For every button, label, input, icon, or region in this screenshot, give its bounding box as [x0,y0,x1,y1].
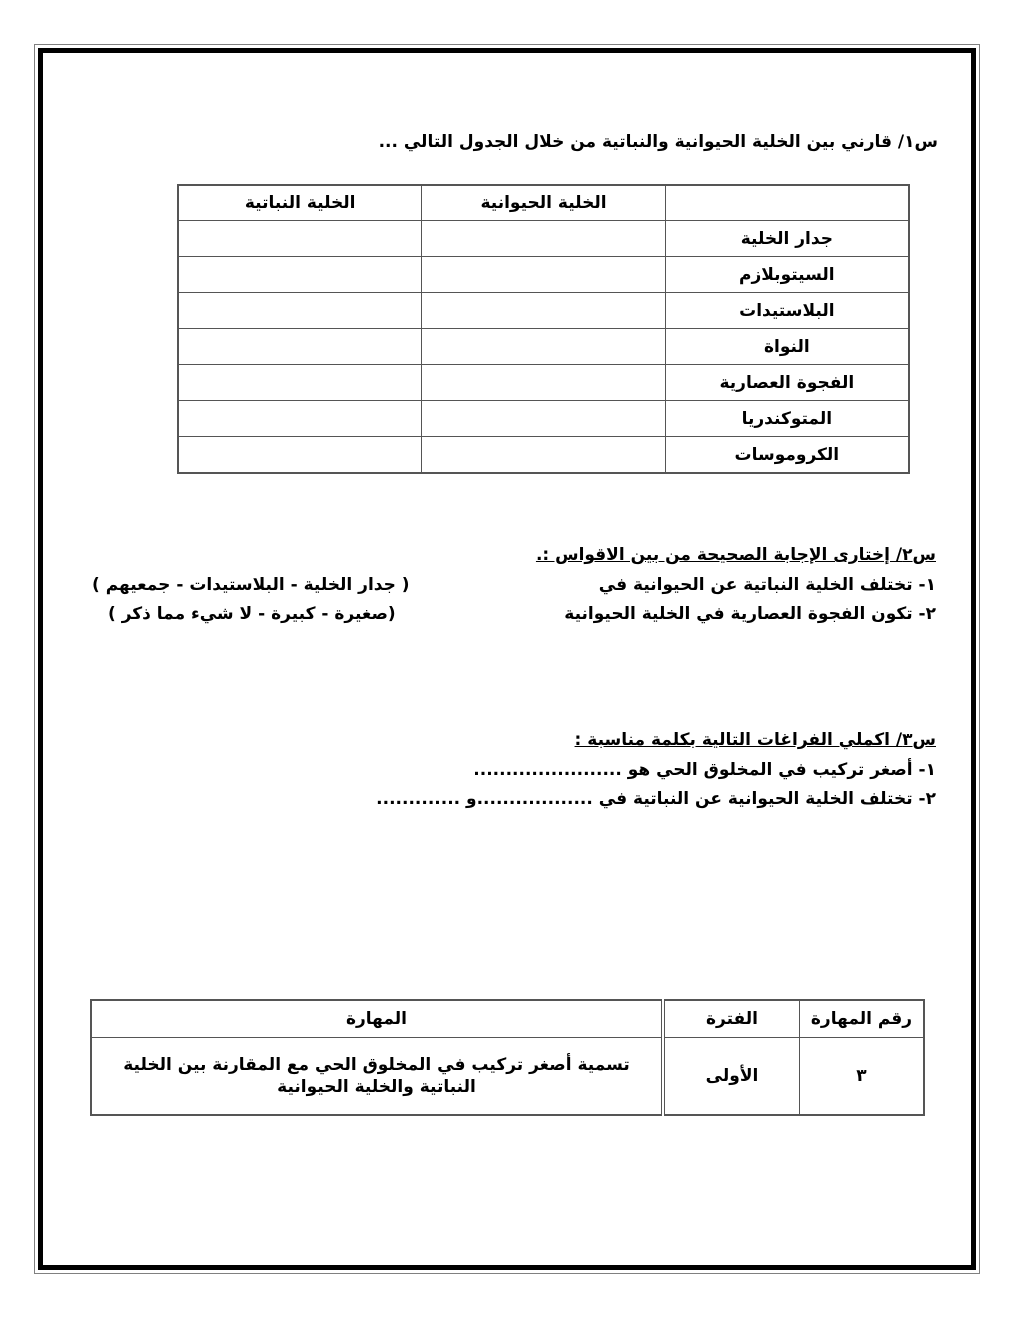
animal-answer-cell[interactable] [422,329,665,365]
question-3-title: س٣/ اكملي الفراغات التالية بكلمة مناسبة : [574,730,936,750]
animal-answer-cell[interactable] [422,365,665,401]
header-animal-cell: الخلية الحيوانية [422,185,665,221]
table-header-row [178,185,909,221]
row-label: جدار الخلية [665,221,909,257]
table-row [178,437,909,474]
table-row [178,293,909,329]
plant-answer-cell[interactable] [178,401,422,437]
skill-description: تسمية أصغر تركيب في المخلوق الحي مع المقارنة بين الخلية النباتية والخلية الحيوانية [91,1038,663,1116]
plant-answer-cell[interactable] [178,329,422,365]
header-plant-cell: الخلية النباتية [178,185,422,221]
question-3-item-1[interactable]: ١- أصغر تركيب في المخلوق الحي هو ....................... [473,760,936,780]
plant-answer-cell[interactable] [178,293,422,329]
table-row [178,329,909,365]
animal-answer-cell[interactable] [422,293,665,329]
question-2-item-1-options[interactable]: ( جدار الخلية - البلاستيدات - جمعيهم ) [92,575,410,595]
period-header: الفترة [663,1000,800,1038]
skill-number-header: رقم المهارة [800,1000,925,1038]
skills-table [90,999,925,1116]
question-3-item-2[interactable]: ٢- تختلف الخلية الحيوانية عن النباتية في ..................و ............. [376,789,936,809]
row-label: النواة [665,329,909,365]
skill-period: الأولى [663,1038,800,1116]
skill-header: المهارة [91,1000,663,1038]
question-2-item-2-options[interactable]: (صغيرة - كبيرة - لا شيء مما ذكر ) [108,604,396,624]
animal-answer-cell[interactable] [422,257,665,293]
plant-answer-cell[interactable] [178,365,422,401]
plant-answer-cell[interactable] [178,221,422,257]
table-row [178,257,909,293]
row-label: المتوكندريا [665,401,909,437]
plant-answer-cell[interactable] [178,437,422,474]
row-label: البلاستيدات [665,293,909,329]
animal-answer-cell[interactable] [422,437,665,474]
skill-number: ٣ [800,1038,925,1116]
animal-answer-cell[interactable] [422,221,665,257]
question-2-item-1-stem: ١- تختلف الخلية النباتية عن الحيوانية في [598,575,936,595]
plant-answer-cell[interactable] [178,257,422,293]
row-label: السيتوبلازم [665,257,909,293]
skills-header-row [91,1000,924,1038]
question-2-item-2-stem: ٢- تكون الفجوة العصارية في الخلية الحيوانية [564,604,936,624]
cell-comparison-table [177,184,910,474]
table-row [178,365,909,401]
table-row [178,401,909,437]
question-2-title: س٢/ إختارى الإجابة الصحيحة من بين الاقواس :. [535,545,936,565]
question-1-title: س١/ قارني بين الخلية الحيوانية والنباتية من خلال الجدول التالي ... [378,132,938,152]
row-label: الفجوة العصارية [665,365,909,401]
skills-row [91,1038,924,1116]
table-row [178,221,909,257]
animal-answer-cell[interactable] [422,401,665,437]
row-label: الكروموسات [665,437,909,474]
header-empty [665,185,909,221]
